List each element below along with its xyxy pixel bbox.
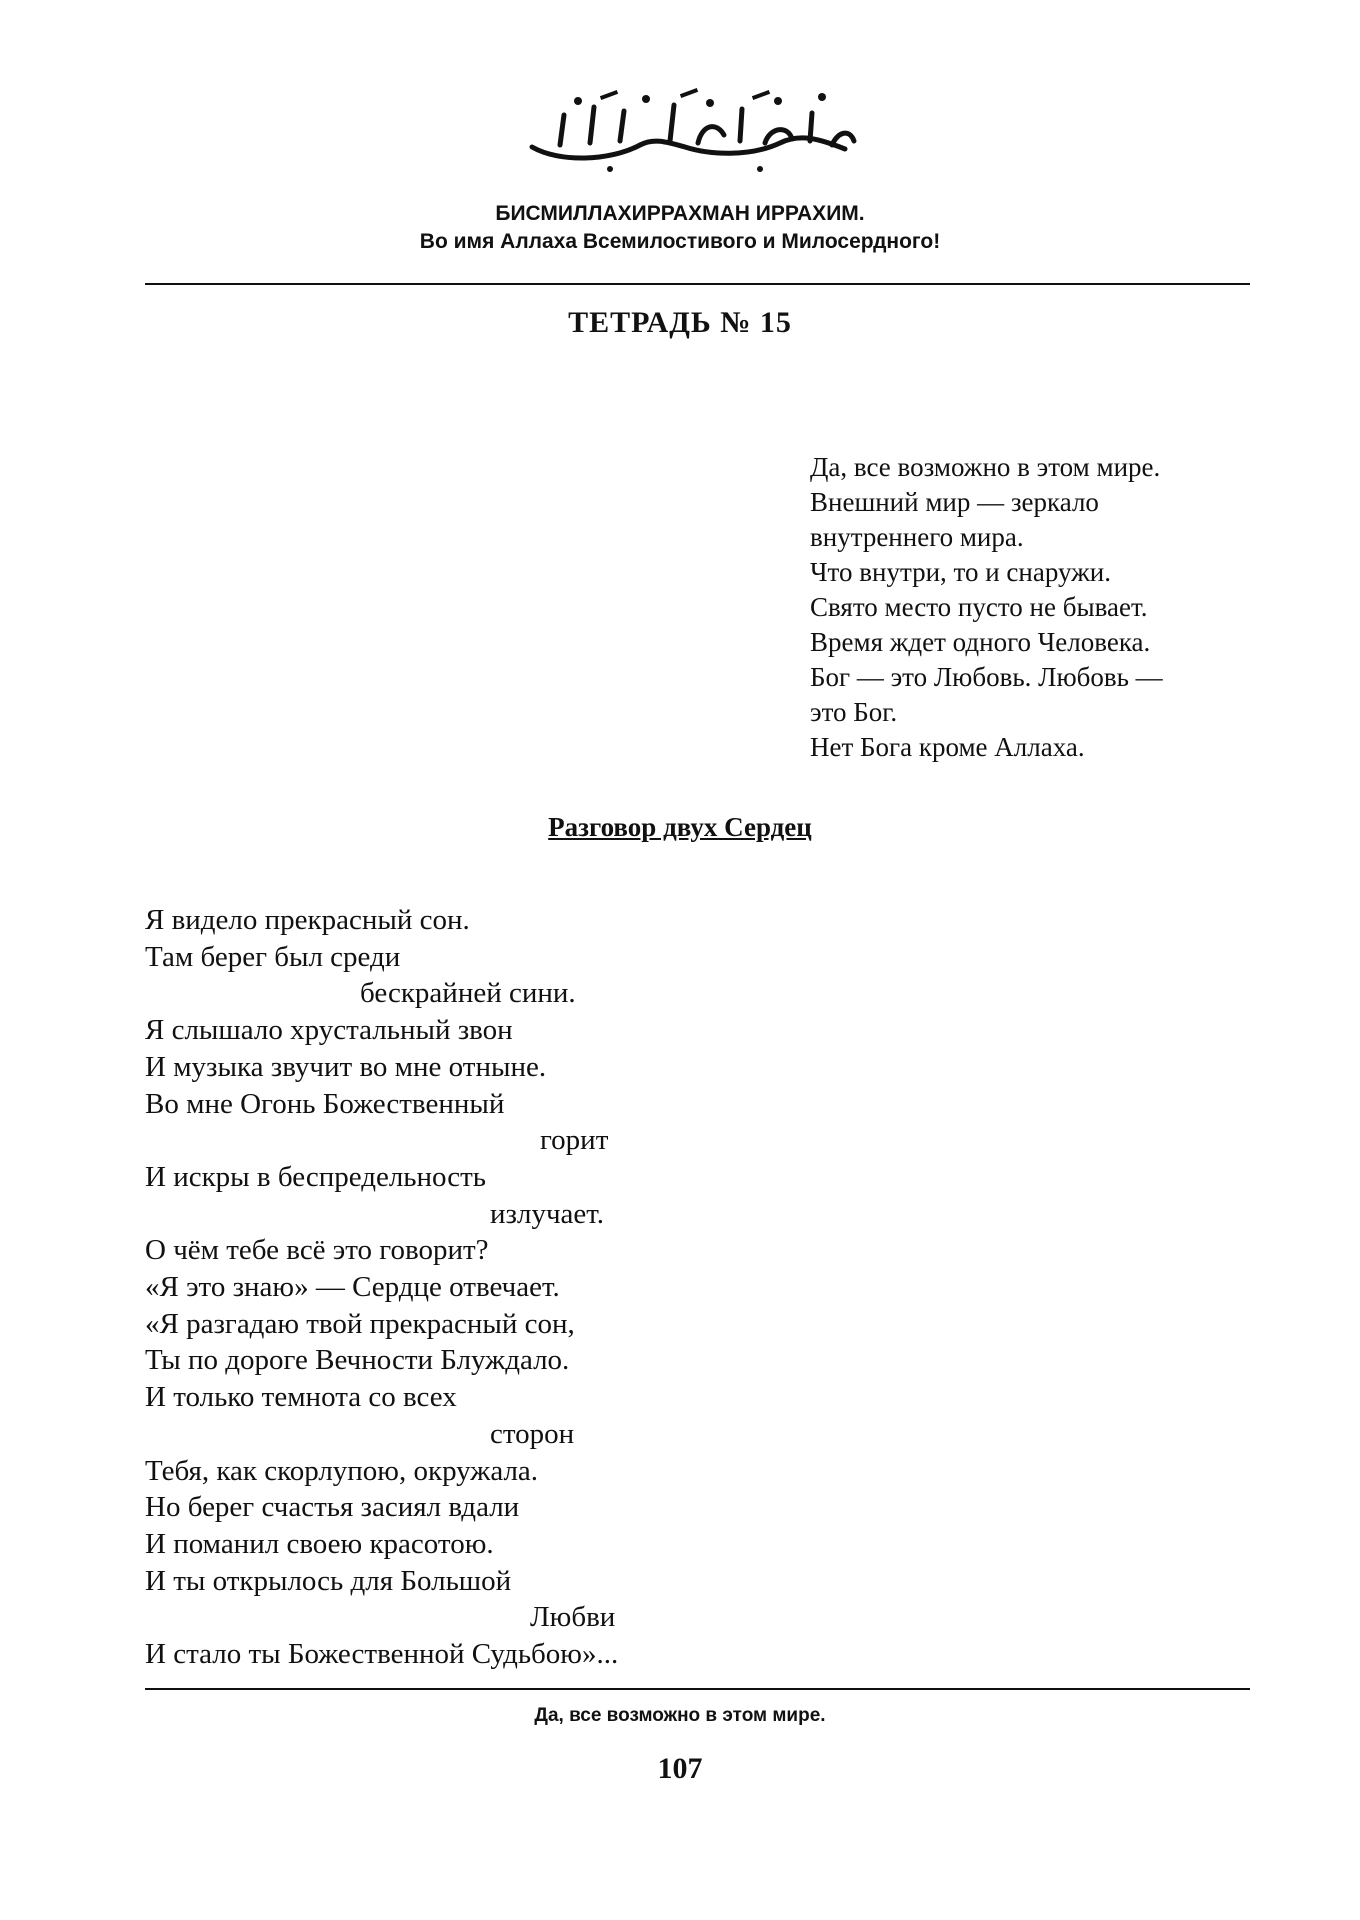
epigraph-line: Да, все возможно в этом мире. bbox=[810, 452, 1161, 482]
page-number: 107 bbox=[657, 1752, 703, 1785]
poem-line: Там берег был среди bbox=[145, 940, 401, 973]
bismillah-translation: Во имя Аллаха Всемилостивого и Милосердного! bbox=[419, 230, 941, 253]
poem-title-text: Разговор двух Сердец bbox=[548, 812, 812, 842]
bismillah-header bbox=[0, 200, 1360, 256]
bismillah-calligraphy bbox=[520, 85, 860, 175]
poem-line: Я слышало хрустальный звон bbox=[145, 1014, 513, 1047]
poem-line: Тебя, как скорлупою, окружала. bbox=[145, 1454, 539, 1487]
poem-title bbox=[0, 812, 1360, 843]
poem-line: И поманил своею красотою. bbox=[145, 1527, 494, 1560]
poem-line: Во мне Огонь Божественный bbox=[145, 1087, 505, 1120]
poem-line: Ты по дороге Вечности Блуждало. bbox=[145, 1344, 570, 1377]
epigraph-line: Свято место пусто не бывает. bbox=[810, 592, 1148, 622]
epigraph-line: это Бог. bbox=[810, 697, 898, 727]
notebook-title: ТЕТРАДЬ № 15 bbox=[568, 306, 792, 339]
epigraph bbox=[810, 450, 1250, 765]
poem-line: И стало ты Божественной Судьбою»... bbox=[145, 1638, 619, 1671]
epigraph-line: Бог — это Любовь. Любовь — bbox=[810, 662, 1163, 692]
poem-line: бескрайней сини. bbox=[360, 977, 576, 1010]
header-divider bbox=[145, 283, 1250, 285]
poem-line: И музыка звучит во мне отныне. bbox=[145, 1050, 547, 1083]
poem-line: И искры в беспредельность bbox=[145, 1160, 487, 1193]
epigraph-line: Нет Бога кроме Аллаха. bbox=[810, 732, 1085, 762]
running-footer: Да, все возможно в этом мире. bbox=[534, 1705, 826, 1726]
bismillah-transliteration: БИСМИЛЛАХИРРАХМАН ИРРАХИМ. bbox=[495, 202, 865, 225]
epigraph-line: внутреннего мира. bbox=[810, 522, 1024, 552]
epigraph-line: Что внутри, то и снаружи. bbox=[810, 557, 1111, 587]
poem-line: Но берег счастья засиял вдали bbox=[145, 1491, 520, 1524]
footer-divider bbox=[145, 1688, 1250, 1690]
poem-line: Я видело прекрасный сон. bbox=[145, 904, 470, 936]
poem-line: И только темнота со всех bbox=[145, 1381, 457, 1414]
poem-line: «Я разгадаю твой прекрасный сон, bbox=[145, 1307, 575, 1340]
poem-line: Любви bbox=[530, 1601, 616, 1634]
poem-line: О чём тебе всё это говорит? bbox=[145, 1234, 489, 1267]
epigraph-line: Внешний мир — зеркало bbox=[810, 487, 1099, 517]
epigraph-line: Время ждет одного Человека. bbox=[810, 627, 1151, 657]
poem-line: горит bbox=[540, 1124, 609, 1157]
poem-line: И ты открылось для Большой bbox=[145, 1564, 512, 1597]
poem-body bbox=[145, 902, 845, 1673]
poem-line: «Я это знаю» — Сердце отвечает. bbox=[145, 1271, 560, 1304]
poem-line: излучает. bbox=[490, 1197, 605, 1230]
poem-line: сторон bbox=[490, 1417, 575, 1450]
